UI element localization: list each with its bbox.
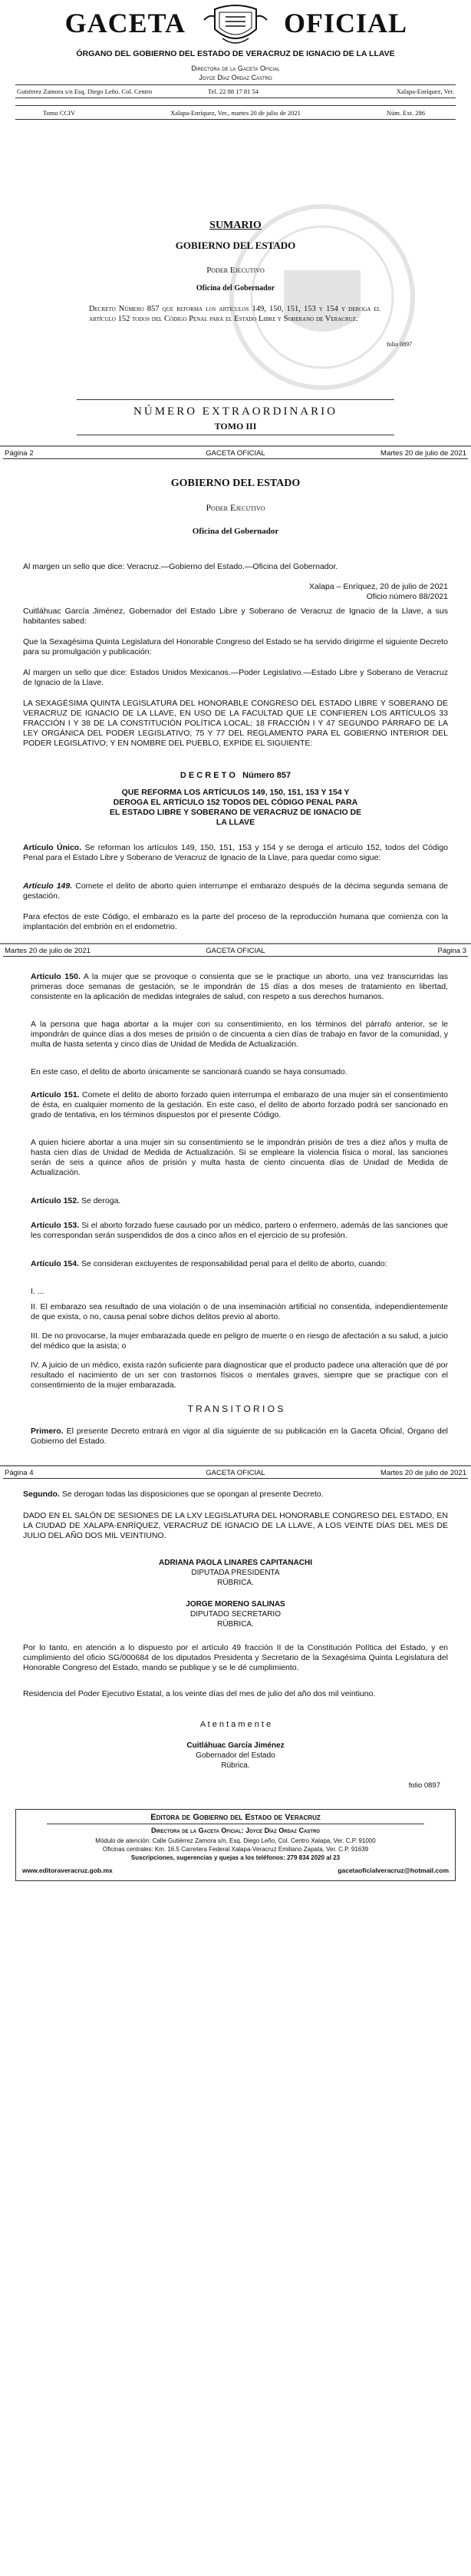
page2-p2: Cuitláhuac García Jiménez, Gobernador del Estado Libre y Soberano de Veracruz de Ignacio de la Llave, a sus habitantes sabed: bbox=[23, 607, 448, 626]
page3-fraccion-iii: III. De no provocarse, la mujer embarazada quede en peligro de muerte o en riesgo de afectación a su salud, a juicio del médico que la asista; o bbox=[31, 1331, 448, 1351]
page4-segundo bbox=[23, 1490, 448, 1500]
masthead-date: Xalapa-Enríquez, Ver., martes 20 de julio de 2021 bbox=[170, 109, 301, 117]
footer-email-link[interactable]: gacetaoficialveracruz@hotmail.com bbox=[338, 1867, 449, 1874]
page2-p5: LA SEXAGÉSIMA QUINTA LEGISLATURA DEL HONORABLE CONGRESO DEL ESTADO LIBRE Y SOBERANO DE VERACRUZ DE IGNACIO DE LA LLAVE, EN USO DE LA FACULTAD QUE LE CONFIEREN LOS ARTÍCULOS 33 FRACCIÓN I Y 38 DE LA CONSTITUCIÓN POLÍTICA LOCAL; 18 FRACCIÓN I Y 47 SEGUNDO PÁRRAFO DE LA LEY ORGÁNICA DEL PODER LEGISLATIVO; 75 Y 77 DEL REGLAMENTO PARA EL GOBIERNO INTERIOR DEL PODER LEGISLATIVO; Y EN NOMBRE DEL PUEBLO, EXPIDE EL SIGUIENTE: bbox=[23, 699, 448, 748]
page2-p3: Que la Sexagésima Quinta Legislatura del Honorable Congreso del Estado se ha servido dirigirme el siguiente Decreto para su promulgación y publicación: bbox=[23, 637, 448, 656]
page3-articulo-154 bbox=[31, 1259, 448, 1269]
page3-articulo-151 bbox=[31, 1090, 448, 1120]
page2-header-right: Martes 20 de julio de 2021 bbox=[380, 449, 466, 458]
page2-decreto-title: QUE REFORMA LOS ARTÍCULOS 149, 150, 151, 153 Y 154 Y DEROGA EL ARTÍCULO 152 TODOS DEL CÓDIGO PENAL PARA EL ESTADO LIBRE Y SOBERANO DE VERACRUZ DE IGNACIO DE LA LLAVE bbox=[109, 788, 362, 827]
page4-dado: DADO EN EL SALÓN DE SESIONES DE LA LXV LEGISLATURA DEL HONORABLE CONGRESO DEL ESTADO, EN LA CIUDAD DE XALAPA-ENRÍQUEZ, VERACRUZ DE IGNACIO DE LA LLAVE, A LOS VEINTE DÍAS DEL MES DE JULIO DEL AÑO DOS MIL VEINTIUNO. bbox=[23, 1511, 448, 1540]
sumario-folio: folio 0897 bbox=[387, 341, 413, 348]
masthead-address: Gutiérrez Zamora s/n Esq. Diego Leño. Col. Centro bbox=[17, 88, 153, 95]
page2-articulo-149b: Para efectos de este Código, el embarazo es la parte del proceso de la reproducción humana que comienza con la implantación del embrión en el endometrio. bbox=[23, 912, 448, 931]
page4-folio: folio 0897 bbox=[408, 1781, 440, 1790]
a154-label: Artículo 154. bbox=[31, 1259, 80, 1268]
page2-articulo-unico bbox=[23, 843, 448, 863]
page2-oficio: Oficio número 88/2021 bbox=[366, 592, 448, 601]
page4-header-right: Martes 20 de julio de 2021 bbox=[380, 1469, 466, 1477]
primero-text: El presente Decreto entrará en vigor al día siguiente de su publicación en la Gaceta Oficial, Órgano del Gobierno del Estado. bbox=[31, 1427, 449, 1446]
page3-articulo-151b: A quien hiciere abortar a una mujer sin su consentimiento se le impondrán prisión de tres a diez años y multa de hasta cien días de Unidad de Medida de Actualización. Si se empleare la violencia física o moral, las sanciones serán de seis a quince años de prisión y multa hasta de ciento cincuenta días de Unidad de Medida de Actualización. bbox=[31, 1138, 448, 1177]
footer-web-link[interactable]: www.editoraveracruz.gob.mx bbox=[22, 1867, 113, 1874]
page3-fraccion-iv: IV. A juicio de un médico, exista razón suficiente para diagnosticar que el producto padece una alteración que dé por resultado el nacimiento de un ser con trastornos físicos o mentales graves, siempre que se practique con el consentimiento de la mujer embarazada. bbox=[31, 1361, 448, 1390]
signer2-name: JORGE MORENO SALINAS bbox=[186, 1600, 285, 1609]
unico-label: Artículo Único. bbox=[23, 843, 82, 852]
masthead-director-title: Directora de la Gaceta Oficial bbox=[191, 64, 280, 72]
a154-text: Se consideran excluyentes de responsabilidad penal para el delito de aborto, cuando: bbox=[81, 1259, 387, 1268]
page3-fraccion-ii: II. El embarazo sea resultado de una violación o de una inseminación artificial no consentida, independientemente de que exista, o no, causa penal sobre dichos delitos previo al aborto. bbox=[31, 1302, 448, 1321]
sumario-decree: Decreto Número 857 que reforma los artículos 149, 150, 151, 153 y 154 y deroga el artículo 152 todos del Código Penal para el Estado Libre y Soberano de Veracruz. bbox=[89, 305, 380, 323]
page3-articulo-152 bbox=[31, 1196, 448, 1206]
a149-text: Comete el delito de aborto quien interrumpe el embarazo después de la décima segunda semana de gestación. bbox=[23, 881, 448, 901]
primero-label: Primero. bbox=[31, 1427, 64, 1436]
masthead-phone: Tel. 22 88 17 81 54 bbox=[208, 88, 259, 95]
page4-header-left: Página 4 bbox=[5, 1469, 34, 1477]
page4-header-center: GACETA OFICIAL bbox=[206, 1469, 265, 1477]
page3-primero bbox=[31, 1427, 448, 1447]
editor-footer bbox=[15, 1809, 456, 1881]
page3-articulo-150b: A la persona que haga abortar a la mujer con su consentimiento, en los términos del párrafo anterior, se le impondrán de quince días a dos meses de prisión o de cincuenta a cien días de trabajo en favor de la comunidad, y multa de hasta setenta y cinco días de Unidad de Medida de Actualización. bbox=[31, 1020, 448, 1049]
signer2-rubrica: RÚBRICA. bbox=[217, 1620, 254, 1629]
tomo-iii: TOMO III bbox=[214, 421, 257, 432]
masthead-city: Xalapa-Enríquez, Ver. bbox=[396, 88, 454, 95]
decreto-num: Número 857 bbox=[242, 771, 291, 780]
footer-editor: Editora de Gobierno del Estado de Veracruz bbox=[150, 1813, 321, 1822]
page3-articulo-150 bbox=[31, 972, 448, 1002]
footer-director: Directora de la Gaceta Oficial: Joyce Díaz Ordaz Castro bbox=[151, 1827, 320, 1834]
a153-text: Si el aborto forzado fuese causado por un médico, partero o enfermero, además de las sanciones que les correspondan serán suspendidos de dos a cinco años en el ejercicio de su profesión. bbox=[31, 1221, 448, 1240]
footer-suscripciones: Suscripciones, sugerencias y quejas a los teléfonos: 279 834 2020 al 23 bbox=[130, 1854, 341, 1861]
a152-text: Se deroga. bbox=[81, 1196, 121, 1205]
sumario-gov: GOBIERNO DEL ESTADO bbox=[175, 240, 296, 251]
page2-place-date: Xalapa – Enríquez, 20 de julio de 2021 bbox=[309, 582, 448, 591]
signer1-rubrica: RÚBRICA. bbox=[217, 1579, 254, 1587]
page3-articulo-153 bbox=[31, 1221, 448, 1241]
page2-articulo-149 bbox=[23, 881, 448, 901]
governor-name: Cuitláhuac García Jiménez bbox=[186, 1741, 285, 1750]
page2-p1: Al margen un sello que dice: Veracruz.—Gobierno del Estado.—Oficina del Gobernador. bbox=[23, 562, 338, 571]
page2-office: Oficina del Gobernador bbox=[192, 527, 279, 536]
masthead-title-right: OFICIAL bbox=[284, 8, 408, 38]
masthead-title-left: GACETA bbox=[64, 8, 186, 38]
page3-articulo-150c: En este caso, el delito de aborto únicamente se sancionará cuando se haya consumado. bbox=[31, 1067, 347, 1076]
page3-header-left: Martes 20 de julio de 2021 bbox=[5, 947, 91, 955]
page2-header-left: Página 2 bbox=[5, 449, 34, 458]
page2-header-center: GACETA OFICIAL bbox=[206, 449, 265, 458]
governor-rubrica: Rúbrica. bbox=[221, 1761, 250, 1770]
page2-p4: Al margen un sello que dice: Estados Unidos Mexicanos.—Poder Legislativo.—Estado Libre y Soberano de Veracruz de Ignacio de la Llave. bbox=[23, 668, 448, 687]
atentamente: A t e n t a m e n t e bbox=[199, 1720, 272, 1729]
masthead-director-name: Joyce Díaz Ordaz Castro bbox=[199, 74, 272, 81]
sumario-office: Oficina del Gobernador bbox=[196, 284, 275, 293]
numero-extraordinario: NÚMERO EXTRAORDINARIO bbox=[133, 405, 338, 418]
masthead-num-ext: Núm. Ext. 286 bbox=[386, 109, 425, 117]
a153-label: Artículo 153. bbox=[31, 1221, 80, 1230]
governor-role: Gobernador del Estado bbox=[196, 1751, 275, 1760]
a152-label: Artículo 152. bbox=[31, 1196, 80, 1205]
footer-oficinas: Oficinas centrales: Km. 16.5 Carretera Federal Xalapa-Veracruz Emiliano Zapata, Ver. C.P. 91639 bbox=[102, 1846, 369, 1853]
segundo-label: Segundo. bbox=[23, 1490, 60, 1499]
page2-gov: GOBIERNO DEL ESTADO bbox=[170, 478, 301, 489]
signer1-role: DIPUTADA PRESIDENTA bbox=[191, 1569, 280, 1577]
coat-of-arms-icon bbox=[199, 3, 272, 49]
masthead-tomo: Tomo CCIV bbox=[43, 109, 76, 117]
masthead-organ: ÓRGANO DEL GOBIERNO DEL ESTADO DE VERACRUZ DE IGNACIO DE LA LLAVE bbox=[76, 49, 395, 58]
page2-decreto-heading bbox=[0, 771, 471, 780]
signer1-name: ADRIANA PAOLA LINARES CAPITANACHI bbox=[159, 1559, 312, 1567]
sumario-power: Poder Ejecutivo bbox=[206, 266, 265, 275]
unico-text: Se reforman los artículos 149, 150, 151, 153 y 154 y se deroga el artículo 152, todos del Código Penal para el Estado Libre y Soberano de Veracruz de Ignacio de la Llave, para quedar como sigue: bbox=[23, 843, 449, 862]
page3-transitorios: T R A N S I T O R I O S bbox=[187, 1404, 284, 1414]
page2-power: Poder Ejecutivo bbox=[206, 502, 265, 513]
decreto-label: D E C R E T O bbox=[180, 771, 236, 780]
a151-label: Artículo 151. bbox=[31, 1090, 80, 1100]
a150-label: Artículo 150. bbox=[31, 972, 81, 981]
a151-text: Comete el delito de aborto forzado quien interrumpa el embarazo de una mujer sin el consentimiento de ésta, en cualquier momento de la gestación. En este caso, el delito de aborto forzado podrá ser sancionado en grado de tentativa, en los términos dispuestos por el presente Código. bbox=[31, 1090, 448, 1119]
signer2-role: DIPUTADO SECRETARIO bbox=[190, 1610, 281, 1619]
page3-header-right: Página 3 bbox=[437, 947, 466, 955]
a150-text: A la mujer que se provoque o consienta que se le practique un aborto, una vez transcurridas las primeras doce semanas de gestación, se le impondrán de 15 días a dos meses de tratamiento en libertad, consistente en la aplicación de medidas integrales de salud, con respeto a sus derechos humanos. bbox=[31, 972, 448, 1001]
sumario-heading: SUMARIO bbox=[209, 220, 262, 231]
a149-label: Artículo 149. bbox=[23, 881, 73, 891]
page3-header-center: GACETA OFICIAL bbox=[206, 947, 265, 955]
page4-residencia: Residencia del Poder Ejecutivo Estatal, a los veinte días del mes de julio del año dos mil veintiuno. bbox=[23, 1689, 376, 1698]
segundo-text: Se derogan todas las disposiciones que se opongan al presente Decreto. bbox=[61, 1490, 324, 1499]
page4-por-tanto: Por lo tanto, en atención a lo dispuesto por el artículo 49 fracción II de la Constitución Política del Estado, y en cumplimiento del oficio SG/000684 de los diputados Presidenta y Secretario de la Sexagésima Quinta Legislatura del Honorable Congreso del Estado, mando se publique y se le dé cumplimiento. bbox=[23, 1643, 448, 1672]
page3-fraccion-i: I. ... bbox=[31, 1287, 44, 1296]
footer-modulo: Módulo de atención: Calle Gutiérrez Zamora s/n, Esq. Diego Leño, Col. Centro Xalapa, Ver. C.P. 91000 bbox=[95, 1837, 376, 1844]
